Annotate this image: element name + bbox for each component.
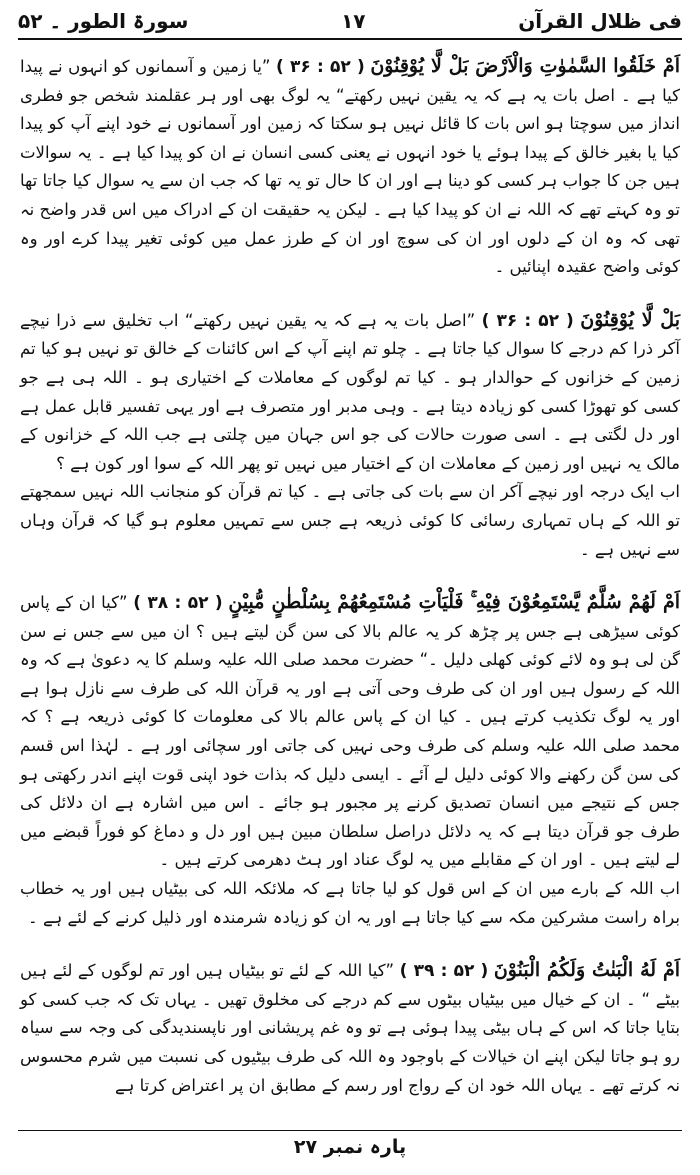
section-3 [20,588,680,875]
surah-title: سورۃ الطور ۔ ۵۲ [18,9,189,33]
ayah-reference: ( ۵۲ : ۳۶ ) [481,310,574,331]
book-title: فی ظلال القرآن [518,9,682,33]
footer-divider [18,1130,682,1131]
page-body [20,52,680,1100]
commentary-text: ”کیا ان کے پاس کوئی سیڑھی ہے جس پر چڑھ کر یہ عالم بالا کی سن گن لیتے ہیں ؟ ان میں سے جس نے سن گن لی ہو وہ لائے کوئی کھلی دلیل ۔“ حضرت محمد صلی اللہ علیہ وسلم کا یہ دعویٰ ہے کہ وہ اللہ کے رسول ہیں اور ان کی طرف وحی آتی ہے اور یہ قرآن اللہ کی طرف سے نازل ہوا ہے اور یہ لوگ تکذیب کرتے ہیں ۔ کیا ان کے پاس عالم بالا کی معلومات کا کوئی ذریعہ ہے ؟ کہ محمد صلی اللہ علیہ وسلم کی طرف وحی نہیں کی جاتی اور سچائی اور ہے ۔ لہٰذا اس قسم کی سن گن رکھنے والا کوئی دلیل لے آئے ۔ ایسی دلیل کہ بذات خود اپنی قوت اپنے اندر رکھتی ہو جس کے نتیجے میں انسان تصدیق کرنے پر مجبور ہو جائے ۔ اس میں اشارہ ہے ان دلائل کی طرف جو قرآن دیتا ہے کہ یہ دلائل دراصل سلطان مبین ہیں اور دل و دماغ کو فوراً قبضے میں لے لیتے ہیں ۔ اور ان کے مقابلے میں یہ لوگ عناد اور ہٹ دھرمی کرتے ہیں ۔ [20,593,680,870]
ayah-text: اَمْ لَهُمْ سُلَّمٌ یَّسْتَمِعُوْنَ فِیْهِ ۚ فَلْیَاْتِ مُسْتَمِعُهُمْ بِسُلْطٰنٍ مُّبِیْنٍ [228,591,681,614]
ayah-text: اَمْ خَلَقُوا السَّمٰوٰتِ وَالْاَرْضَ بَلْ لَّا یُوْقِنُوْنَ [370,55,680,77]
ayah-reference: ( ۵۲ : ۳۶ ) [276,57,365,77]
section-4 [20,956,680,1100]
ayah-text: بَلْ لَّا یُوْقِنُوْنَ [580,308,680,331]
page-header [18,4,682,40]
section-2 [20,306,680,479]
page-footer: پارہ نمبر ۲۷ [293,1136,407,1158]
ayah-text: اَمْ لَهُ الْبَنٰتُ وَلَكُمُ الْبَنُوْنَ [493,959,680,982]
commentary-text: ”یا زمین و آسمانوں کو انہوں نے پیدا کیا ہے ۔ اصل بات یہ ہے کہ یہ یقین نہیں رکھتے“ یہ لوگ بھی اور ہر عقلمند شخص جو فطری انداز میں سوچتا ہو اس بات کا قائل نہیں ہو سکتا کہ زمین اور آسمانوں نے خود اپنے آپ کو پیدا کیا یا بغیر خالق کے پیدا ہوئے یا خود انہوں نے یعنی کسی انسان نے ان کو پیدا کیا ہے ۔ یہ سوالات ہیں جن کا جواب ہر کسی کو دینا ہے اور ان کا حال تو یہ تھا کہ جب ان سے یہ سوال کیا جاتا تھا تو وہ کہتے تھے کہ اللہ نے ان کو پیدا کیا ہے ۔ لیکن یہ حقیقت ان کے ادراک میں اس قدر واضح نہ تھی کہ وہ ان کے دلوں اور ان کی سوچ اور ان کے طرز عمل میں کوئی تغیر پیدا کرے اور وہ کوئی واضح عقیدہ اپنائیں ۔ [20,57,680,277]
commentary-paragraph: اب ایک درجہ اور نیچے آکر ان سے بات کی جاتی ہے ۔ کیا تم قرآن کو منجانب اللہ نہیں سمجھتے تو اللہ کے ہاں تمہاری رسائی کا کوئی ذریعہ ہے جس سے تمہیں معلوم ہو گیا کہ قرآن وہاں سے نہیں ہے ۔ [20,482,680,559]
commentary-text: ”اصل بات یہ ہے کہ یہ یقین نہیں رکھتے“ اب تخلیق سے ذرا نیچے آکر ذرا کم درجے کا سوال کیا جاتا ہے ۔ چلو تم اپنے آپ کے اس کائنات کے خالق تو نہیں ہو کیا تم زمین کے خزانوں کے حوالدار ہو ۔ کیا تم لوگوں کے معاملات کے اختیاری ہو ۔ اللہ ہی ہے جو کسی کو تھوڑا کسی کو زیادہ دیتا ہے ۔ وہی مدبر اور متصرف ہے اور یہی تفسیر قابل عمل ہے اور دل لگتی ہے ۔ اسی صورت حالات کی جو اس جہان میں چلتی ہے جب اللہ کے خزانوں کے مالک یہ نہیں اور زمین کے معاملات ان کے اختیار میں نہیں تو پھر اللہ کے سوا اور کون ہے ؟ [20,310,680,473]
section-1 [20,52,680,282]
ayah-reference: ( ۵۲ : ۳۹ ) [399,961,489,982]
commentary-text: ”کیا اللہ کے لئے تو بیٹیاں ہیں اور تم لوگوں کے لئے ہیں بیٹے “ ۔ ان کے خیال میں بیٹیاں بیٹوں سے کم درجے کی مخلوق تھیں ۔ یہاں تک کہ جب کسی کو بتایا جاتا کہ اس کے ہاں بیٹی پیدا ہوئی ہے تو وہ غم پریشانی اور ناپسندیدگی کی وجہ سے سیاہ رو ہو جاتا لیکن اپنے ان خیالات کے باوجود وہ اللہ کی طرف بیٹیوں کی نسبت میں شرم محسوس نہ کرتے تھے ۔ یہاں اللہ خود ان کے رواج اور رسم کے مطابق ان پر اعتراض کرتا ہے [20,961,680,1095]
page-number: ۱۷ [341,9,366,33]
ayah-reference: ( ۵۲ : ۳۸ ) [133,593,223,614]
commentary-paragraph: اب اللہ کے بارے میں ان کے اس قول کو لیا جاتا ہے کہ ملائکہ اللہ کی بیٹیاں ہیں اور یہ خطاب براہ راست مشرکین مکہ سے کیا جاتا ہے اور یہ ان کو زیادہ شرمندہ اور ذلیل کرنے کے لئے ہے ۔ [20,879,680,927]
